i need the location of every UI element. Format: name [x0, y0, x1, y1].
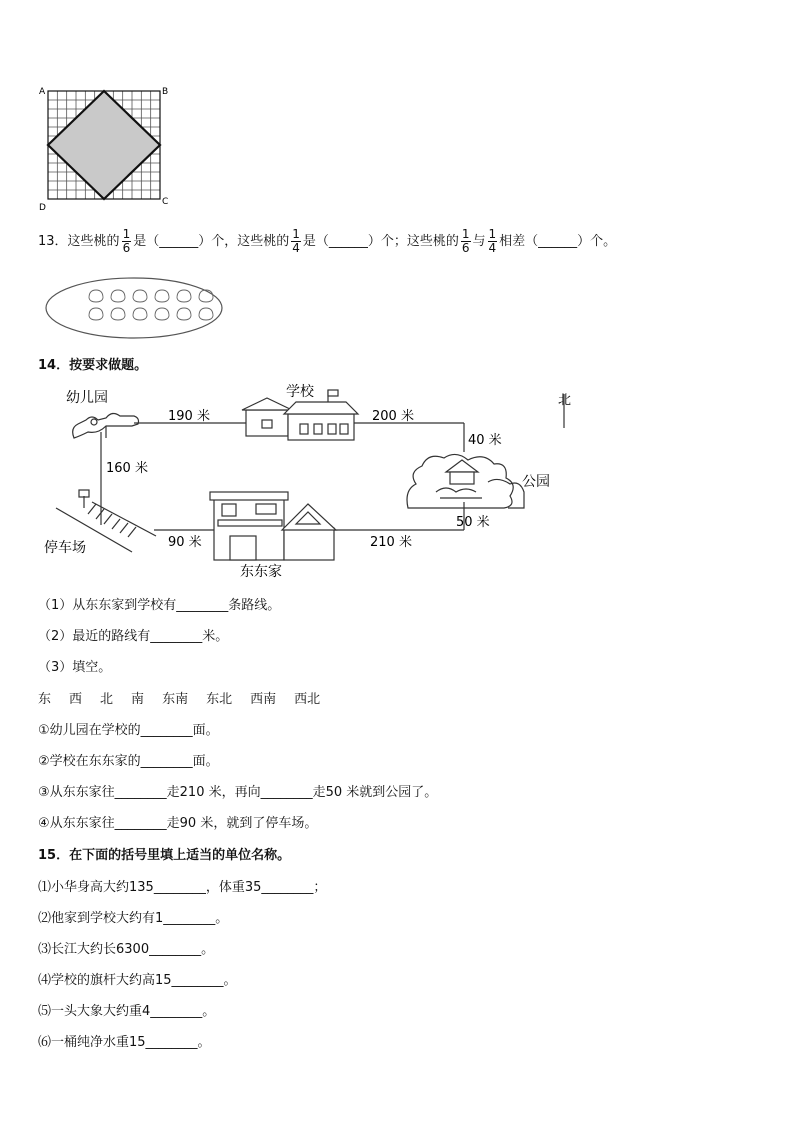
- distance-200: 200 米: [372, 409, 414, 424]
- corner-label-b: B: [162, 87, 169, 97]
- q13-number: 13．: [38, 234, 68, 249]
- kindergarten-icon: [73, 413, 139, 438]
- peach-icon: [89, 290, 103, 302]
- distance-50: 50 米: [456, 515, 490, 530]
- question-14-title: 14．按要求做题。: [38, 358, 148, 373]
- route-map: [36, 380, 596, 580]
- peach-icon: [199, 290, 213, 302]
- fraction-2-numerator: 1: [292, 227, 300, 241]
- q13-text-5: 相差（______）个。: [499, 234, 617, 249]
- peach-icon: [155, 308, 169, 320]
- q13-text-4: 与: [472, 234, 486, 249]
- corner-label-c: C: [162, 197, 169, 207]
- distance-190: 190 米: [168, 409, 210, 424]
- fraction-2: [291, 228, 301, 255]
- direction-southeast: 东南: [162, 692, 189, 707]
- grid-figure: [36, 84, 176, 214]
- q14-item-4: ④从东东家往________走90 米，就到了停车场。: [38, 816, 318, 831]
- distance-90: 90 米: [168, 535, 202, 550]
- diamond-shape: [48, 91, 160, 199]
- parking-label: 停车场: [44, 540, 86, 556]
- home-label: 东东家: [240, 564, 282, 580]
- kindergarten-label: 幼儿园: [66, 390, 108, 406]
- park-icon: [407, 454, 524, 508]
- peach-icon: [177, 308, 191, 320]
- direction-west: 西: [69, 692, 83, 707]
- direction-southwest: 西南: [250, 692, 277, 707]
- q15-item-6: ⑹一桶纯净水重15________。: [38, 1035, 211, 1050]
- fraction-3: [461, 228, 471, 255]
- fraction-3-denominator: 6: [461, 241, 470, 255]
- q14-sub3: （3）填空。: [38, 660, 112, 675]
- fraction-1-numerator: 1: [122, 227, 131, 241]
- route-map-diagram: [36, 380, 596, 580]
- q13-text-1: 这些桃的: [67, 234, 120, 249]
- fraction-4-denominator: 4: [488, 241, 497, 255]
- fraction-4: [488, 228, 498, 255]
- q15-item-5: ⑸一头大象大约重4________。: [38, 1004, 216, 1019]
- fraction-4-numerator: 1: [488, 227, 497, 241]
- direction-northwest: 西北: [294, 692, 321, 707]
- distance-210: 210 米: [370, 535, 412, 550]
- distance-160: 160 米: [106, 461, 148, 476]
- question-15-title: 15．在下面的括号里填上适当的单位名称。: [38, 848, 291, 863]
- q15-item-3: ⑶长江大约长6300________。: [38, 942, 215, 957]
- q13-text-2: 是（______）个，这些桃的: [133, 234, 290, 249]
- corner-label-a: A: [39, 87, 46, 97]
- peaches-figure: [44, 276, 224, 340]
- q15-item-1: ⑴小华身高大约135________，体重35________；: [38, 880, 327, 895]
- direction-northeast: 东北: [206, 692, 233, 707]
- direction-north: 北: [100, 692, 114, 707]
- peach-icon: [133, 290, 147, 302]
- peach-icon: [133, 308, 147, 320]
- peach-icon: [111, 290, 125, 302]
- q14-item-2: ②学校在东东家的________面。: [38, 754, 219, 769]
- q14-item-3: ③从东东家往________走210 米，再向________走50 米就到公园了。: [38, 785, 438, 800]
- distance-40: 40 米: [468, 433, 502, 448]
- fraction-1: [122, 228, 132, 255]
- peach-icon: [177, 290, 191, 302]
- q15-item-4: ⑷学校的旗杆大约高15________。: [38, 973, 237, 988]
- q13-text-3: 是（______）个；这些桃的: [302, 234, 459, 249]
- grid-diagram: [36, 84, 176, 214]
- direction-options: [38, 688, 320, 707]
- fraction-1-denominator: 6: [122, 241, 131, 255]
- peach-icon: [111, 308, 125, 320]
- direction-south: 南: [131, 692, 145, 707]
- north-label: 北: [558, 393, 572, 408]
- home-icon: [210, 492, 336, 560]
- corner-label-d: D: [39, 203, 46, 213]
- q14-sub1: （1）从东东家到学校有________条路线。: [38, 598, 281, 613]
- question-13: [38, 228, 616, 255]
- park-label: 公园: [522, 474, 550, 490]
- fraction-3-numerator: 1: [461, 227, 470, 241]
- fraction-2-denominator: 4: [292, 241, 300, 255]
- peach-icon: [155, 290, 169, 302]
- peaches-diagram: [44, 276, 224, 340]
- direction-east: 东: [38, 692, 52, 707]
- q14-item-1: ①幼儿园在学校的________面。: [38, 723, 219, 738]
- peach-icon: [89, 308, 103, 320]
- school-label: 学校: [286, 384, 314, 400]
- peach-icon: [199, 308, 213, 320]
- q15-item-2: ⑵他家到学校大约有1________。: [38, 911, 229, 926]
- q14-sub2: （2）最近的路线有________米。: [38, 629, 229, 644]
